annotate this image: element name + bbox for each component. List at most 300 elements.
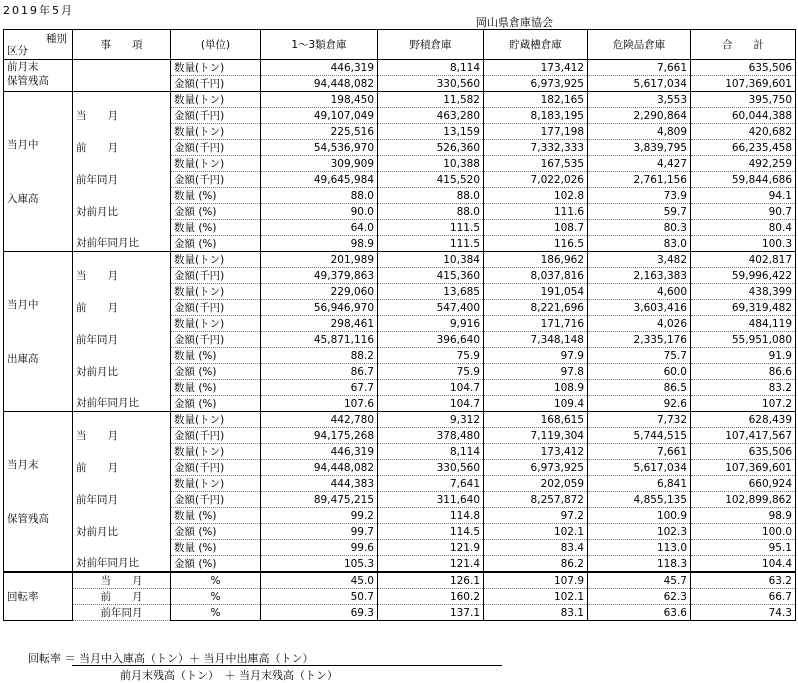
cell-total: 95.1 <box>691 540 796 556</box>
cell-hazardous: 59.7 <box>588 204 691 220</box>
cell-open-yard: 396,640 <box>378 332 484 348</box>
cell-hazardous: 5,617,034 <box>588 460 691 476</box>
cell-open-yard: 330,560 <box>378 460 484 476</box>
cell-open-yard: 330,560 <box>378 76 484 92</box>
row-item-label <box>73 316 171 332</box>
cell-hazardous: 3,482 <box>588 252 691 268</box>
row-unit: % <box>171 605 261 621</box>
cell-storage-tank: 97.2 <box>484 508 588 524</box>
cell-open-yard: 121.9 <box>378 540 484 556</box>
table-row <box>4 236 796 252</box>
cell-class1-3: 89,475,215 <box>261 492 378 508</box>
row-unit: 数量(トン) <box>171 60 261 76</box>
cell-open-yard: 10,384 <box>378 252 484 268</box>
cell-class1-3: 105.3 <box>261 556 378 573</box>
row-unit: 数量(トン) <box>171 412 261 428</box>
cell-total: 438,399 <box>691 284 796 300</box>
row-unit: 金額(千円) <box>171 428 261 444</box>
cell-storage-tank: 102.1 <box>484 524 588 540</box>
cell-hazardous: 4,855,135 <box>588 492 691 508</box>
cell-hazardous: 7,661 <box>588 60 691 76</box>
cell-hazardous: 7,732 <box>588 412 691 428</box>
row-item-label: 当 月 <box>73 268 171 284</box>
row-unit: 金額(千円) <box>171 268 261 284</box>
cell-total: 484,119 <box>691 316 796 332</box>
row-unit: 数量 (%) <box>171 220 261 236</box>
cell-class1-3: 88.2 <box>261 348 378 364</box>
table-row <box>4 188 796 204</box>
cell-hazardous: 5,744,515 <box>588 428 691 444</box>
table-row <box>4 316 796 332</box>
cell-storage-tank: 173,412 <box>484 444 588 460</box>
cell-open-yard: 75.9 <box>378 348 484 364</box>
cell-open-yard: 9,312 <box>378 412 484 428</box>
cell-class1-3: 90.0 <box>261 204 378 220</box>
cell-class1-3: 88.0 <box>261 188 378 204</box>
table-row <box>4 60 796 76</box>
cell-open-yard: 463,280 <box>378 108 484 124</box>
cell-storage-tank: 86.2 <box>484 556 588 573</box>
cell-open-yard: 415,360 <box>378 268 484 284</box>
cell-class1-3: 98.9 <box>261 236 378 252</box>
cell-total: 55,951,080 <box>691 332 796 348</box>
cell-total: 492,259 <box>691 156 796 172</box>
row-unit: 数量 (%) <box>171 380 261 396</box>
cell-storage-tank: 107.9 <box>484 572 588 589</box>
row-unit: % <box>171 589 261 605</box>
cell-storage-tank: 83.1 <box>484 605 588 621</box>
warehouse-statistics-table <box>3 29 796 621</box>
cell-hazardous: 62.3 <box>588 589 691 605</box>
cell-storage-tank: 97.8 <box>484 364 588 380</box>
row-unit: 金額 (%) <box>171 364 261 380</box>
row-unit: 数量(トン) <box>171 316 261 332</box>
formula-denominator: 前月末残高（トン） ＋ 当月末残高（トン） <box>120 669 338 682</box>
row-item-label <box>73 348 171 364</box>
row-unit: 金額 (%) <box>171 524 261 540</box>
cell-hazardous: 4,026 <box>588 316 691 332</box>
row-unit: % <box>171 572 261 589</box>
row-item-label: 当 月 <box>73 572 171 589</box>
cell-total: 60,044,388 <box>691 108 796 124</box>
cell-class1-3: 229,060 <box>261 284 378 300</box>
column-header-unit: (単位) <box>171 30 261 60</box>
cell-hazardous: 102.3 <box>588 524 691 540</box>
cell-total: 420,682 <box>691 124 796 140</box>
cell-storage-tank: 177,198 <box>484 124 588 140</box>
cell-storage-tank: 6,973,925 <box>484 76 588 92</box>
row-unit: 金額 (%) <box>171 396 261 412</box>
cell-class1-3: 54,536,970 <box>261 140 378 156</box>
section-label: 当月中 出庫高 <box>4 252 73 412</box>
row-unit: 数量 (%) <box>171 508 261 524</box>
cell-storage-tank: 167,535 <box>484 156 588 172</box>
row-item-label: 対前年同月比 <box>73 236 171 252</box>
row-unit: 金額(千円) <box>171 172 261 188</box>
cell-open-yard: 13,159 <box>378 124 484 140</box>
cell-storage-tank: 6,973,925 <box>484 460 588 476</box>
row-unit: 金額(千円) <box>171 460 261 476</box>
cell-class1-3: 45.0 <box>261 572 378 589</box>
formula-label: 回転率 ＝ <box>28 652 76 665</box>
cell-storage-tank: 186,962 <box>484 252 588 268</box>
cell-hazardous: 60.0 <box>588 364 691 380</box>
row-item-label: 前 月 <box>73 300 171 316</box>
table-row <box>4 172 796 188</box>
cell-storage-tank: 171,716 <box>484 316 588 332</box>
cell-open-yard: 111.5 <box>378 220 484 236</box>
cell-hazardous: 75.7 <box>588 348 691 364</box>
cell-open-yard: 311,640 <box>378 492 484 508</box>
cell-total: 100.0 <box>691 524 796 540</box>
table-row <box>4 508 796 524</box>
cell-hazardous: 2,290,864 <box>588 108 691 124</box>
cell-class1-3: 309,909 <box>261 156 378 172</box>
cell-class1-3: 446,319 <box>261 60 378 76</box>
cell-open-yard: 88.0 <box>378 188 484 204</box>
cell-total: 402,817 <box>691 252 796 268</box>
cell-hazardous: 3,553 <box>588 92 691 108</box>
table-row <box>4 140 796 156</box>
cell-open-yard: 13,685 <box>378 284 484 300</box>
cell-storage-tank: 83.4 <box>484 540 588 556</box>
row-unit: 金額(千円) <box>171 492 261 508</box>
row-item-label <box>73 220 171 236</box>
row-unit: 数量(トン) <box>171 252 261 268</box>
row-unit: 数量 (%) <box>171 348 261 364</box>
cell-storage-tank: 109.4 <box>484 396 588 412</box>
cell-class1-3: 45,871,116 <box>261 332 378 348</box>
row-unit: 金額(千円) <box>171 76 261 92</box>
row-item-label: 当 月 <box>73 428 171 444</box>
cell-open-yard: 8,114 <box>378 60 484 76</box>
cell-storage-tank: 191,054 <box>484 284 588 300</box>
cell-class1-3: 94,448,082 <box>261 460 378 476</box>
cell-open-yard: 160.2 <box>378 589 484 605</box>
cell-total: 94.1 <box>691 188 796 204</box>
cell-total: 59,844,686 <box>691 172 796 188</box>
row-unit: 数量(トン) <box>171 284 261 300</box>
cell-storage-tank: 168,615 <box>484 412 588 428</box>
row-item-label <box>73 76 171 92</box>
cell-hazardous: 118.3 <box>588 556 691 573</box>
row-item-label: 前 月 <box>73 460 171 476</box>
cell-total: 102,899,862 <box>691 492 796 508</box>
cell-class1-3: 99.6 <box>261 540 378 556</box>
cell-hazardous: 113.0 <box>588 540 691 556</box>
cell-storage-tank: 7,332,333 <box>484 140 588 156</box>
cell-storage-tank: 7,022,026 <box>484 172 588 188</box>
cell-class1-3: 49,379,863 <box>261 268 378 284</box>
cell-total: 66,235,458 <box>691 140 796 156</box>
table-row <box>4 572 796 589</box>
cell-total: 107,369,601 <box>691 76 796 92</box>
cell-open-yard: 378,480 <box>378 428 484 444</box>
table-row <box>4 540 796 556</box>
table-row <box>4 332 796 348</box>
row-item-label: 対前年同月比 <box>73 556 171 573</box>
table-row <box>4 300 796 316</box>
row-item-label <box>73 188 171 204</box>
row-item-label: 前年同月 <box>73 605 171 621</box>
cell-storage-tank: 8,221,696 <box>484 300 588 316</box>
cell-open-yard: 88.0 <box>378 204 484 220</box>
cell-hazardous: 73.9 <box>588 188 691 204</box>
cell-class1-3: 69.3 <box>261 605 378 621</box>
cell-class1-3: 49,645,984 <box>261 172 378 188</box>
cell-open-yard: 10,388 <box>378 156 484 172</box>
cell-storage-tank: 8,037,816 <box>484 268 588 284</box>
cell-hazardous: 86.5 <box>588 380 691 396</box>
row-item-label: 前年同月 <box>73 332 171 348</box>
table-row <box>4 220 796 236</box>
section-label: 前月末 保管残高 <box>4 60 73 92</box>
header-row <box>4 30 796 60</box>
cell-open-yard: 8,114 <box>378 444 484 460</box>
cell-hazardous: 2,761,156 <box>588 172 691 188</box>
cell-total: 107.2 <box>691 396 796 412</box>
table-row <box>4 460 796 476</box>
cell-total: 69,319,482 <box>691 300 796 316</box>
cell-hazardous: 3,839,795 <box>588 140 691 156</box>
cell-storage-tank: 173,412 <box>484 60 588 76</box>
cell-hazardous: 100.9 <box>588 508 691 524</box>
table-row <box>4 76 796 92</box>
cell-total: 107,417,567 <box>691 428 796 444</box>
row-item-label <box>73 284 171 300</box>
table-row <box>4 252 796 268</box>
table-row <box>4 156 796 172</box>
cell-total: 98.9 <box>691 508 796 524</box>
cell-total: 80.4 <box>691 220 796 236</box>
cell-class1-3: 56,946,970 <box>261 300 378 316</box>
table-row <box>4 556 796 573</box>
cell-class1-3: 94,175,268 <box>261 428 378 444</box>
cell-class1-3: 446,319 <box>261 444 378 460</box>
row-item-label <box>73 444 171 460</box>
cell-class1-3: 442,780 <box>261 412 378 428</box>
cell-class1-3: 198,450 <box>261 92 378 108</box>
cell-open-yard: 111.5 <box>378 236 484 252</box>
table-row <box>4 412 796 428</box>
cell-storage-tank: 7,348,148 <box>484 332 588 348</box>
cell-storage-tank: 202,059 <box>484 476 588 492</box>
row-unit: 金額 (%) <box>171 236 261 252</box>
table-row <box>4 364 796 380</box>
section-label: 回転率 <box>4 572 73 621</box>
cell-open-yard: 526,360 <box>378 140 484 156</box>
cell-class1-3: 99.7 <box>261 524 378 540</box>
cell-hazardous: 6,841 <box>588 476 691 492</box>
table-row <box>4 108 796 124</box>
table-row <box>4 124 796 140</box>
table-row <box>4 476 796 492</box>
column-header-storage-tank: 貯蔵槽倉庫 <box>484 30 588 60</box>
row-unit: 金額 (%) <box>171 204 261 220</box>
cell-total: 660,924 <box>691 476 796 492</box>
cell-total: 628,439 <box>691 412 796 428</box>
cell-open-yard: 11,582 <box>378 92 484 108</box>
column-header-class1-3: 1～3類倉庫 <box>261 30 378 60</box>
row-unit: 金額 (%) <box>171 556 261 573</box>
column-header-item: 事 項 <box>73 30 171 60</box>
cell-class1-3: 99.2 <box>261 508 378 524</box>
table-row <box>4 444 796 460</box>
section-label: 当月末 保管残高 <box>4 412 73 573</box>
cell-class1-3: 298,461 <box>261 316 378 332</box>
cell-hazardous: 80.3 <box>588 220 691 236</box>
row-item-label <box>73 92 171 108</box>
cell-class1-3: 49,107,049 <box>261 108 378 124</box>
table-row <box>4 204 796 220</box>
cell-storage-tank: 7,119,304 <box>484 428 588 444</box>
cell-total: 91.9 <box>691 348 796 364</box>
cell-total: 635,506 <box>691 60 796 76</box>
cell-hazardous: 2,163,383 <box>588 268 691 284</box>
row-item-label: 前年同月 <box>73 172 171 188</box>
cell-class1-3: 67.7 <box>261 380 378 396</box>
cell-storage-tank: 108.7 <box>484 220 588 236</box>
column-header-total: 合 計 <box>691 30 796 60</box>
row-item-label <box>73 540 171 556</box>
row-item-label <box>73 508 171 524</box>
cell-class1-3: 94,448,082 <box>261 76 378 92</box>
row-item-label: 対前月比 <box>73 524 171 540</box>
cell-storage-tank: 97.9 <box>484 348 588 364</box>
cell-hazardous: 63.6 <box>588 605 691 621</box>
cell-storage-tank: 108.9 <box>484 380 588 396</box>
column-header-hazardous: 危険品倉庫 <box>588 30 691 60</box>
cell-open-yard: 126.1 <box>378 572 484 589</box>
cell-storage-tank: 182,165 <box>484 92 588 108</box>
cell-storage-tank: 8,257,872 <box>484 492 588 508</box>
table-row <box>4 284 796 300</box>
cell-class1-3: 201,989 <box>261 252 378 268</box>
cell-hazardous: 2,335,176 <box>588 332 691 348</box>
cell-hazardous: 3,603,416 <box>588 300 691 316</box>
table-row <box>4 492 796 508</box>
cell-class1-3: 50.7 <box>261 589 378 605</box>
report-date: 2019年5月 <box>3 4 74 17</box>
row-item-label: 対前月比 <box>73 204 171 220</box>
cell-class1-3: 444,383 <box>261 476 378 492</box>
row-item-label: 前 月 <box>73 589 171 605</box>
row-unit: 金額(千円) <box>171 332 261 348</box>
cell-open-yard: 547,400 <box>378 300 484 316</box>
row-item-label: 当 月 <box>73 108 171 124</box>
cell-open-yard: 114.8 <box>378 508 484 524</box>
cell-total: 90.7 <box>691 204 796 220</box>
cell-total: 86.6 <box>691 364 796 380</box>
table-row <box>4 268 796 284</box>
cell-storage-tank: 102.8 <box>484 188 588 204</box>
cell-open-yard: 9,916 <box>378 316 484 332</box>
cell-total: 107,369,601 <box>691 460 796 476</box>
row-unit: 数量 (%) <box>171 540 261 556</box>
organization-name: 岡山県倉庫協会 <box>476 16 553 29</box>
row-item-label: 前 月 <box>73 140 171 156</box>
cell-class1-3: 86.7 <box>261 364 378 380</box>
cell-storage-tank: 8,183,195 <box>484 108 588 124</box>
cell-hazardous: 4,809 <box>588 124 691 140</box>
row-item-label: 前年同月 <box>73 492 171 508</box>
row-unit: 金額(千円) <box>171 300 261 316</box>
cell-hazardous: 83.0 <box>588 236 691 252</box>
cell-open-yard: 121.4 <box>378 556 484 573</box>
cell-total: 83.2 <box>691 380 796 396</box>
turnover-formula <box>28 650 338 682</box>
cell-class1-3: 107.6 <box>261 396 378 412</box>
cell-class1-3: 225,516 <box>261 124 378 140</box>
cell-class1-3: 64.0 <box>261 220 378 236</box>
row-item-label: 対前月比 <box>73 364 171 380</box>
cell-storage-tank: 102.1 <box>484 589 588 605</box>
cell-open-yard: 7,641 <box>378 476 484 492</box>
table-row <box>4 348 796 364</box>
table-row <box>4 524 796 540</box>
table-row <box>4 428 796 444</box>
row-unit: 数量(トン) <box>171 124 261 140</box>
cell-total: 74.3 <box>691 605 796 621</box>
table-row <box>4 589 796 605</box>
table-row <box>4 380 796 396</box>
cell-total: 635,506 <box>691 444 796 460</box>
row-unit: 数量 (%) <box>171 188 261 204</box>
formula-fraction-bar <box>72 665 502 666</box>
row-unit: 数量(トン) <box>171 444 261 460</box>
section-label: 当月中 入庫高 <box>4 92 73 252</box>
table-row <box>4 396 796 412</box>
row-unit: 数量(トン) <box>171 156 261 172</box>
row-item-label <box>73 412 171 428</box>
cell-hazardous: 4,427 <box>588 156 691 172</box>
cell-open-yard: 415,520 <box>378 172 484 188</box>
cell-storage-tank: 111.6 <box>484 204 588 220</box>
cell-hazardous: 45.7 <box>588 572 691 589</box>
cell-hazardous: 92.6 <box>588 396 691 412</box>
cell-total: 100.3 <box>691 236 796 252</box>
row-item-label <box>73 252 171 268</box>
cell-hazardous: 5,617,034 <box>588 76 691 92</box>
cell-open-yard: 104.7 <box>378 380 484 396</box>
row-unit: 金額(千円) <box>171 108 261 124</box>
cell-hazardous: 4,600 <box>588 284 691 300</box>
row-item-label <box>73 124 171 140</box>
cell-storage-tank: 116.5 <box>484 236 588 252</box>
column-header-category: 種別 区分 <box>4 30 73 60</box>
row-item-label <box>73 380 171 396</box>
column-header-open-yard: 野積倉庫 <box>378 30 484 60</box>
cell-total: 104.4 <box>691 556 796 573</box>
cell-open-yard: 75.9 <box>378 364 484 380</box>
cell-total: 59,996,422 <box>691 268 796 284</box>
row-item-label <box>73 476 171 492</box>
row-unit: 数量(トン) <box>171 92 261 108</box>
row-item-label <box>73 60 171 76</box>
row-unit: 数量(トン) <box>171 476 261 492</box>
cell-hazardous: 7,661 <box>588 444 691 460</box>
row-item-label: 対前年同月比 <box>73 396 171 412</box>
cell-total: 63.2 <box>691 572 796 589</box>
cell-total: 66.7 <box>691 589 796 605</box>
row-item-label <box>73 156 171 172</box>
formula-numerator: 当月中入庫高（トン）＋ 当月中出庫高（トン） <box>79 652 314 665</box>
cell-open-yard: 137.1 <box>378 605 484 621</box>
cell-open-yard: 104.7 <box>378 396 484 412</box>
cell-open-yard: 114.5 <box>378 524 484 540</box>
cell-total: 395,750 <box>691 92 796 108</box>
table-row <box>4 605 796 621</box>
